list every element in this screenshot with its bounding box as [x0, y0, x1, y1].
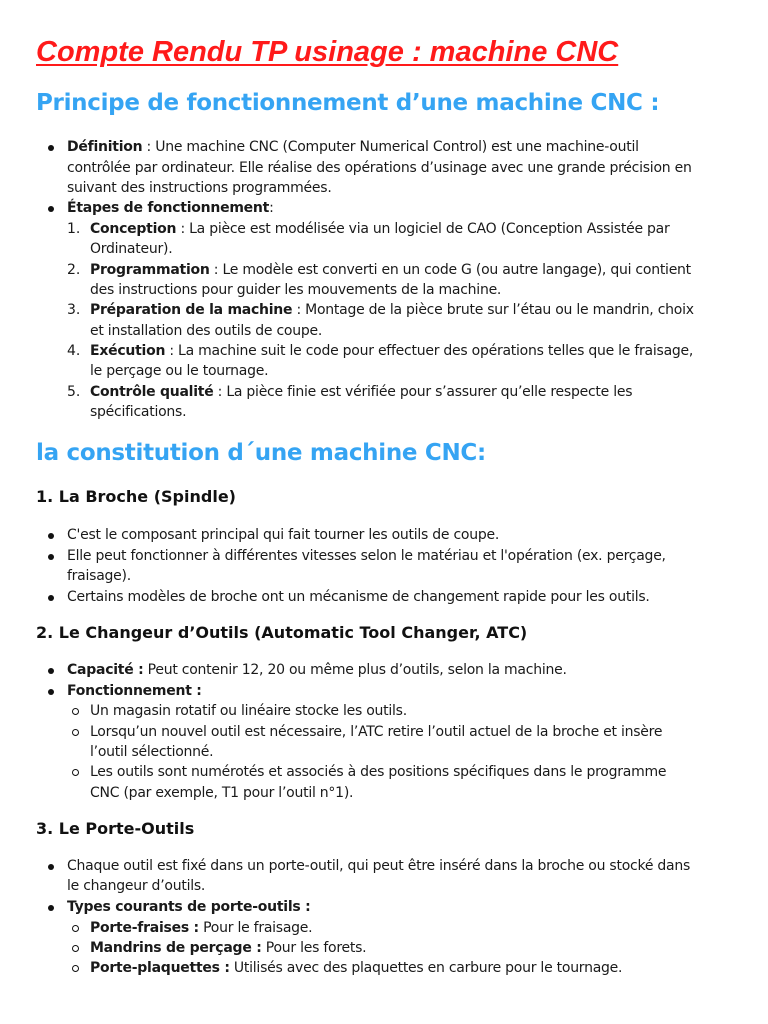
definition-line: suivant des instructions programmées.	[67, 180, 332, 196]
circle-bullet-icon	[72, 729, 79, 736]
circle-bullet-icon	[72, 769, 79, 776]
list-item	[67, 681, 202, 701]
step-line: des instructions pour guider les mouvements de la machine.	[90, 282, 502, 298]
step-line: spécifications.	[90, 404, 187, 420]
type-text: Pour le fraisage.	[198, 920, 313, 936]
step-text: : Le modèle est converti en un code G (ou autre langage), qui contient	[209, 262, 691, 278]
sub-list-item	[90, 918, 312, 938]
document-title: Compte Rendu TP usinage : machine CNC	[36, 36, 619, 68]
sub-list-item: CNC (par exemple, T1 pour l’outil n°1).	[90, 785, 354, 801]
type-label: Porte-fraises :	[90, 920, 199, 936]
bullet-icon	[48, 554, 54, 560]
bullet-icon	[48, 145, 54, 151]
list-item: Elle peut fonctionner à différentes vitesses selon le matériau et l'opération (ex. perçage,	[67, 548, 666, 564]
sub-list-item	[90, 938, 366, 958]
sub-list-item: Un magasin rotatif ou linéaire stocke les outils.	[90, 703, 407, 719]
step-number: 3.	[67, 302, 81, 318]
definition-line	[67, 137, 639, 157]
fonctionnement-label: Fonctionnement :	[67, 683, 202, 699]
subheading-broche: 1. La Broche (Spindle)	[36, 487, 236, 506]
step-number: 4.	[67, 343, 81, 359]
type-label: Porte-plaquettes :	[90, 960, 230, 976]
step-number: 1.	[67, 221, 81, 237]
sub-list-item	[90, 958, 622, 978]
step-text: : Montage de la pièce brute sur l’étau ou le mandrin, choix	[292, 302, 694, 318]
section-heading-principe: Principe de fonctionnement d’une machine CNC :	[36, 90, 660, 116]
types-label: Types courants de porte-outils :	[67, 899, 311, 915]
sub-list-item: Les outils sont numérotés et associés à des positions spécifiques dans le programme	[90, 764, 667, 780]
capacite-label: Capacité :	[67, 662, 144, 678]
step-line	[90, 341, 693, 361]
step-line	[90, 300, 694, 320]
step-text: : La machine suit le code pour effectuer des opérations telles que le fraisage,	[165, 343, 694, 359]
list-item: Certains modèles de broche ont un mécanisme de changement rapide pour les outils.	[67, 589, 650, 605]
step-label: Conception	[90, 221, 177, 237]
subheading-porte-outils: 3. Le Porte-Outils	[36, 819, 195, 838]
step-text: : La pièce est modélisée via un logiciel de CAO (Conception Assistée par	[176, 221, 670, 237]
steps-label-line	[67, 198, 274, 218]
definition-text: : Une machine CNC (Computer Numerical Control) est une machine-outil	[142, 139, 639, 155]
sub-list-item: l’outil sélectionné.	[90, 744, 214, 760]
circle-bullet-icon	[72, 945, 79, 952]
bullet-icon	[48, 206, 54, 212]
type-label: Mandrins de perçage :	[90, 940, 262, 956]
definition-line: contrôlée par ordinateur. Elle réalise des opérations d’usinage avec une grande précision en	[67, 160, 692, 176]
steps-label-suffix: :	[269, 200, 274, 216]
step-label: Exécution	[90, 343, 166, 359]
step-label: Contrôle qualité	[90, 384, 214, 400]
bullet-icon	[48, 533, 54, 539]
bullet-icon	[48, 595, 54, 601]
section-heading-constitution: la constitution d´une machine CNC:	[36, 440, 486, 466]
step-line: et installation des outils de coupe.	[90, 323, 323, 339]
step-line: Ordinateur).	[90, 241, 173, 257]
list-item: fraisage).	[67, 568, 131, 584]
step-line	[90, 382, 632, 402]
step-text: : La pièce finie est vérifiée pour s’assurer qu’elle respecte les	[213, 384, 633, 400]
step-label: Programmation	[90, 262, 210, 278]
bullet-icon	[48, 668, 54, 674]
type-text: Pour les forets.	[261, 940, 367, 956]
capacite-text: Peut contenir 12, 20 ou même plus d’outils, selon la machine.	[143, 662, 567, 678]
step-line	[90, 260, 691, 280]
list-item: Chaque outil est fixé dans un porte-outil, qui peut être inséré dans la broche ou stocké dans	[67, 858, 691, 874]
steps-label: Étapes de fonctionnement	[67, 200, 270, 216]
bullet-icon	[48, 864, 54, 870]
step-number: 2.	[67, 262, 81, 278]
list-item	[67, 897, 310, 917]
circle-bullet-icon	[72, 708, 79, 715]
list-item: C'est le composant principal qui fait tourner les outils de coupe.	[67, 527, 500, 543]
sub-list-item: Lorsqu’un nouvel outil est nécessaire, l’ATC retire l’outil actuel de la broche et insère	[90, 724, 663, 740]
step-number: 5.	[67, 384, 81, 400]
bullet-icon	[48, 689, 54, 695]
circle-bullet-icon	[72, 965, 79, 972]
subheading-atc: 2. Le Changeur d’Outils (Automatic Tool Changer, ATC)	[36, 623, 528, 642]
step-label: Préparation de la machine	[90, 302, 293, 318]
bullet-icon	[48, 905, 54, 911]
list-item	[67, 660, 567, 680]
step-line	[90, 219, 670, 239]
definition-label: Définition	[67, 139, 143, 155]
list-item: le changeur d’outils.	[67, 878, 206, 894]
step-line: le perçage ou le tournage.	[90, 363, 269, 379]
circle-bullet-icon	[72, 925, 79, 932]
type-text: Utilisés avec des plaquettes en carbure pour le tournage.	[229, 960, 623, 976]
